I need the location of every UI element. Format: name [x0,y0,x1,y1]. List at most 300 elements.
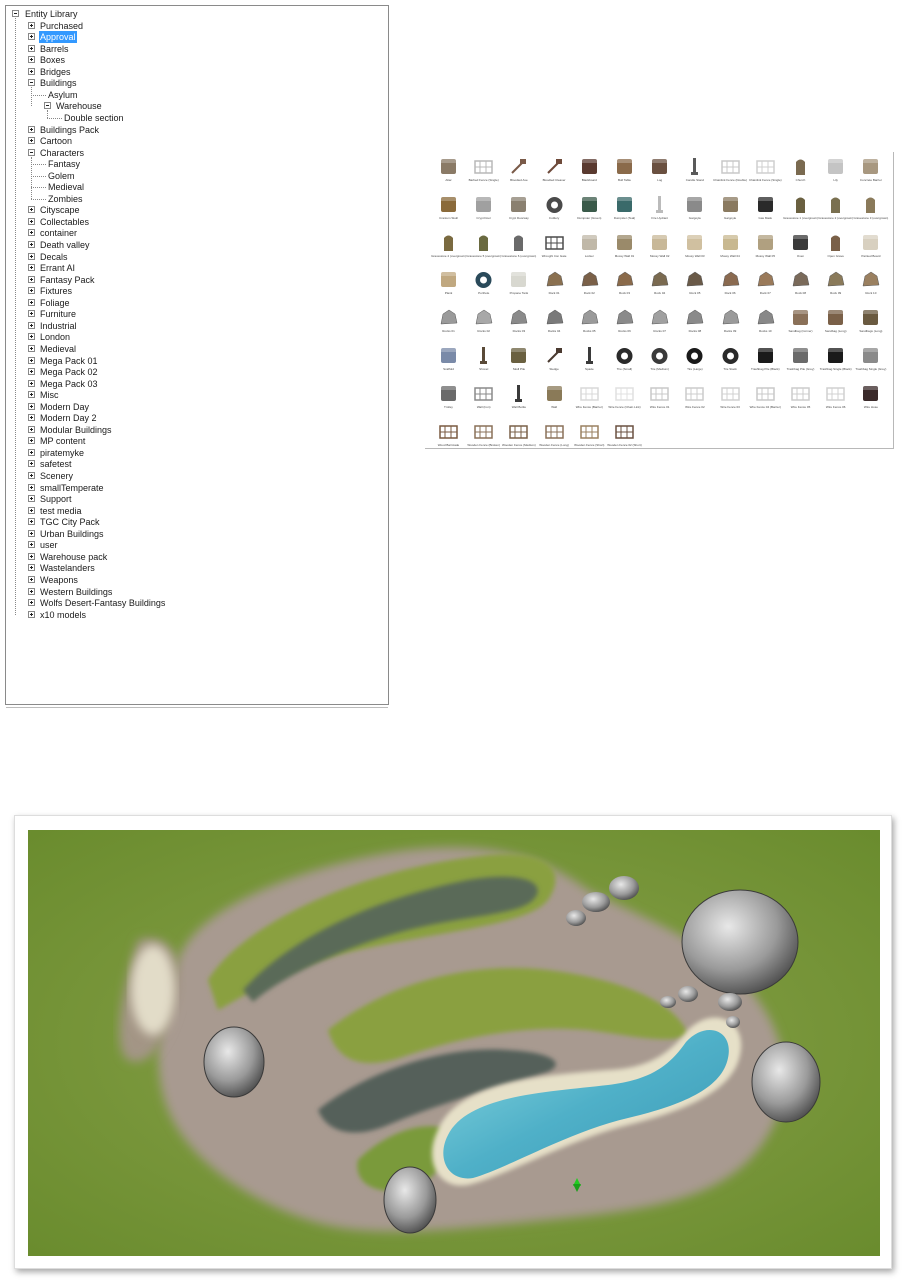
expand-toggle-icon[interactable] [28,22,35,29]
entity-thumbnail-label: Wrought Iron Gate [541,253,567,258]
gate-icon [544,232,565,253]
entity-thumbnail[interactable] [818,345,853,381]
expand-toggle-icon[interactable] [28,310,35,317]
entity-thumbnail-label: Wall (Iron) [476,404,491,409]
entity-thumbnail[interactable] [748,194,783,230]
candle-icon [684,156,705,177]
entity-thumbnail[interactable] [572,383,607,419]
entity-thumbnail[interactable] [783,345,818,381]
expand-toggle-icon[interactable] [28,68,35,75]
entity-thumbnail-label: Wooden Fence (Short) [574,442,605,447]
tree-item-label: Boxes [40,55,66,66]
table-icon [614,156,635,177]
entity-thumbnail[interactable] [607,307,642,343]
entity-thumbnail-label: Rock 04 [654,291,666,296]
entity-thumbnail[interactable] [431,307,466,343]
entity-thumbnail-label: Chainlink Fence (Single) [748,178,782,182]
entity-thumbnail-label: Trashbag Pile (Grey) [786,367,815,371]
church-icon [790,156,811,177]
entity-thumbnail[interactable] [818,307,853,343]
expand-toggle-icon[interactable] [28,553,35,560]
entity-thumbnail-label: Rocks 10 [759,329,772,334]
wall-icon [614,232,635,253]
entity-thumbnail-label: Skull Pile [512,367,526,371]
expand-toggle-icon[interactable] [28,507,35,514]
tree-item-label: Weapons [40,574,78,585]
entity-thumbnail-label: Candle Stand [685,178,704,182]
entity-thumbnail-label: Rock 02 [583,291,595,296]
entity-thumbnail[interactable] [607,156,642,192]
tree-item-label: Fantasy [48,159,81,170]
entity-thumbnail-label: Gravestone 1 (overgrown) [783,215,818,220]
tree-item-label: Fixtures [40,286,73,297]
tree-item-label: Warehouse pack [40,551,108,562]
entity-thumbnail[interactable] [713,345,748,381]
fence-icon [649,383,670,404]
entity-thumbnail[interactable] [537,307,572,343]
entity-thumbnail[interactable] [572,345,607,381]
entity-thumbnail[interactable] [572,194,607,230]
entity-thumbnail[interactable] [537,232,572,268]
expand-toggle-icon[interactable] [28,333,35,340]
expand-toggle-icon[interactable] [28,380,35,387]
tire-icon [720,345,741,366]
entity-thumbnail[interactable] [818,269,853,305]
entity-thumbnail[interactable] [431,156,466,192]
wall-icon [544,383,565,404]
entity-thumbnail[interactable] [501,156,536,192]
trashbag-icon [825,345,846,366]
wall-icon [684,232,705,253]
entity-thumbnail[interactable] [818,232,853,268]
entity-thumbnail[interactable] [642,345,677,381]
entity-thumbnail[interactable] [748,383,783,419]
tree-item-label: Bridges [40,66,71,77]
expand-toggle-icon[interactable] [28,588,35,595]
entity-thumbnail[interactable] [748,156,783,192]
doorway-icon [508,194,529,215]
entity-thumbnail[interactable] [431,194,466,230]
tree-item-label: container [40,228,78,239]
rock-icon [473,307,494,328]
tank-icon [508,269,529,290]
tree-guide-line [31,164,46,165]
expand-toggle-icon[interactable] [28,403,35,410]
entity-thumbnail-label: Gas Mask [758,215,773,220]
entity-thumbnail[interactable] [431,383,466,419]
entity-thumbnail-label: Wire Fence 06 [825,404,846,409]
tree-item-label: Errant AI [40,263,76,274]
entity-thumbnail[interactable] [501,194,536,230]
tree-guide-line [31,187,46,188]
rock-icon [790,269,811,290]
tire-icon [614,345,635,366]
entity-thumbnail-label: Trashbag Pile (Black) [751,367,780,371]
entity-thumbnail[interactable] [677,269,712,305]
expand-toggle-icon[interactable] [28,484,35,491]
entity-thumbnail[interactable] [466,383,501,419]
entity-thumbnail[interactable] [501,421,536,457]
spade-icon [579,345,600,366]
tree-guide-line [31,199,46,200]
entity-thumbnail-label: Lily [833,178,838,182]
tree-item-label: Urban Buildings [40,528,104,539]
entity-thumbnail[interactable] [642,307,677,343]
entity-thumbnail[interactable] [466,345,501,381]
entity-thumbnail[interactable] [607,194,642,230]
fence-icon [755,383,776,404]
entity-thumbnail-label: Gravestone 4 (overgrown) [431,253,466,258]
entity-thumbnail[interactable] [607,269,642,305]
collapse-toggle-icon[interactable] [28,79,35,86]
entity-thumbnail-label: Mossy Wall 03 [685,253,705,258]
entity-thumbnail-label: Gravestone 2 (overgrown) [818,215,854,220]
expand-toggle-icon[interactable] [28,472,35,479]
fence-icon [473,156,494,177]
entity-thumbnail-label: Crypt Door [476,215,491,220]
entity-thumbnail[interactable] [783,383,818,419]
tree-item-label: Misc [40,390,59,401]
entity-thumbnail-label: Wooden Fence (Medium) [501,442,536,447]
expand-toggle-icon[interactable] [28,229,35,236]
entity-thumbnail[interactable] [677,156,712,192]
entity-thumbnail-label: Spade [584,367,594,371]
entity-thumbnail[interactable] [501,345,536,381]
expand-toggle-icon[interactable] [28,56,35,63]
expand-toggle-icon[interactable] [28,437,35,444]
entity-thumbnail[interactable] [466,269,501,305]
entity-thumbnail[interactable] [466,232,501,268]
entity-thumbnail[interactable] [783,232,818,268]
entity-thumbnail[interactable] [572,421,607,457]
tree-guide-line [47,118,62,119]
expand-toggle-icon[interactable] [28,322,35,329]
entity-thumbnail[interactable] [466,307,501,343]
expand-toggle-icon[interactable] [28,518,35,525]
trolley-icon [438,383,459,404]
entity-thumbnail[interactable] [853,269,888,305]
expand-toggle-icon[interactable] [28,357,35,364]
grave-icon [860,194,881,215]
wall-icon [720,232,741,253]
entity-thumbnail[interactable] [431,421,466,457]
entity-thumbnail-label: Rock 10 [865,291,877,296]
entity-library-tree-panel[interactable] [5,5,389,705]
trashbag-icon [860,345,881,366]
shovel-icon [473,345,494,366]
entity-thumbnail-label: Rocks 06 [618,329,631,334]
entity-thumbnail[interactable] [572,156,607,192]
entity-thumbnail[interactable] [607,383,642,419]
expand-toggle-icon[interactable] [28,611,35,618]
entity-thumbnail-label: Wire Fence 02 [685,404,705,409]
entity-thumbnail-label: Rocks 05 [583,329,596,334]
entity-thumbnail[interactable] [783,307,818,343]
entity-thumbnail-label: Painted Board [861,253,881,258]
expand-toggle-icon[interactable] [28,299,35,306]
expand-toggle-icon[interactable] [28,460,35,467]
rock-icon [825,269,846,290]
tree-item-label: Support [40,494,72,505]
rock-icon [579,307,600,328]
expand-toggle-icon[interactable] [28,530,35,537]
entity-thumbnail[interactable] [572,269,607,305]
entity-thumbnail[interactable] [607,232,642,268]
expand-toggle-icon[interactable] [28,126,35,133]
expand-toggle-icon[interactable] [28,45,35,52]
collapse-toggle-icon[interactable] [12,10,19,17]
spool-icon [860,383,881,404]
entity-thumbnail[interactable] [677,194,712,230]
entity-thumbnail[interactable] [607,345,642,381]
entity-thumbnail[interactable] [642,232,677,268]
tree-item-label: Modern Day 2 [40,413,97,424]
grave-icon [438,232,459,253]
entity-thumbnail[interactable] [537,345,572,381]
tree-item-label: safetest [40,459,72,470]
rock-icon [684,307,705,328]
tree-item-label: Zombies [48,193,83,204]
expand-toggle-icon[interactable] [28,264,35,271]
entity-thumbnail-label: Rock 08 [794,291,806,296]
gate-icon [473,383,494,404]
mask-icon [755,194,776,215]
entity-thumbnail[interactable] [853,194,888,230]
entity-thumbnail-label: Sandbag (Long) [824,329,847,334]
entity-thumbnail-label: Cranium Skull [439,215,458,220]
entity-thumbnail-label: Cuttlery [548,215,560,220]
entity-thumbnail-label: Rocks 03 [512,329,526,334]
expand-toggle-icon[interactable] [28,218,35,225]
terrain-preview[interactable] [28,830,880,1256]
entity-thumbnail[interactable] [537,421,572,457]
tree-item-label: piratemyke [40,447,85,458]
grave-icon [790,194,811,215]
tire-icon [684,345,705,366]
expand-toggle-icon[interactable] [28,541,35,548]
entity-thumbnail[interactable] [853,383,888,419]
expand-toggle-icon[interactable] [28,391,35,398]
fence-icon [508,421,529,442]
rock-icon [508,307,529,328]
entity-thumbnail[interactable] [713,194,748,230]
entity-thumbnail[interactable] [818,383,853,419]
entity-thumbnail-label: Crypt Doorway [508,215,529,220]
entity-thumbnail[interactable] [748,307,783,343]
entity-thumbnail-label: Wire Fence (Chain Link) [608,404,641,409]
entity-thumbnail[interactable] [607,421,642,457]
skull-icon [438,194,459,215]
entity-thumbnail-label: Gargoyle [688,215,701,220]
expand-toggle-icon[interactable] [28,564,35,571]
entity-thumbnail[interactable] [501,307,536,343]
expand-toggle-icon[interactable] [28,241,35,248]
entity-thumbnail-label: Wire Fence 05 [790,404,811,409]
tree-guide-line [47,110,48,118]
entity-thumbnail[interactable] [713,232,748,268]
tree-item-label: Furniture [40,309,77,320]
rock-icon [684,269,705,290]
entity-thumbnail[interactable] [501,232,536,268]
boulder-south [384,1167,436,1233]
entity-thumbnail[interactable] [748,269,783,305]
entity-thumbnail-label: Sandbags (Long) [859,329,883,334]
entity-thumbnail-label: Mossy Wall 01 [614,253,635,258]
tree-item-label: Medieval [40,343,77,354]
entity-thumbnail[interactable] [853,232,888,268]
door-icon [473,194,494,215]
entity-thumbnail[interactable] [466,156,501,192]
entity-thumbnail[interactable] [853,156,888,192]
rock-icon [614,269,635,290]
expand-toggle-icon[interactable] [28,287,35,294]
entity-thumbnail[interactable] [677,383,712,419]
entity-thumbnail-label: Gargoyle [724,215,737,220]
tree-item-label: Death valley [40,240,90,250]
tree-item-label: Warehouse [56,101,102,112]
tree-item-label: Mega Pack 01 [40,355,98,366]
entity-thumbnail-label: Log [657,178,663,182]
entity-thumbnail[interactable] [537,156,572,192]
tree-item-label: Decals [40,251,68,262]
entity-thumbnail-label: Rock 09 [830,291,842,296]
entity-thumbnail[interactable] [642,194,677,230]
entity-thumbnail[interactable] [713,156,748,192]
sandbag-icon [860,307,881,328]
entity-thumbnail[interactable] [853,307,888,343]
entity-thumbnail-label: Blackboard [581,178,597,182]
rock-icon [755,269,776,290]
entity-thumbnail-label: Concrete Barrier [859,178,882,182]
tree-item-label: Collectables [40,216,90,227]
entity-thumbnail[interactable] [677,307,712,343]
sandbag-icon [825,307,846,328]
entity-thumbnail[interactable] [748,232,783,268]
entity-thumbnail[interactable] [713,307,748,343]
tree-item-label: TGC City Pack [40,517,100,528]
expand-toggle-icon[interactable] [28,33,35,40]
entity-thumbnail-label: Wooden Fence 02 (Short) [607,442,642,447]
entity-thumbnail[interactable] [466,194,501,230]
entity-thumbnail[interactable] [783,156,818,192]
expand-toggle-icon[interactable] [28,345,35,352]
lily-icon [825,156,846,177]
expand-toggle-icon[interactable] [28,253,35,260]
fence-icon [720,156,741,177]
expand-toggle-icon[interactable] [28,368,35,375]
entity-thumbnail[interactable] [713,269,748,305]
entity-thumbnail[interactable] [677,345,712,381]
expand-toggle-icon[interactable] [28,137,35,144]
grave-icon [825,194,846,215]
rock-small-1 [609,876,639,900]
entity-thumbnail[interactable] [537,269,572,305]
entity-thumbnail-label: Bloodied Cleaver [542,178,566,182]
fence-icon [544,421,565,442]
entity-thumbnail[interactable] [818,194,853,230]
entity-thumbnail-label: Locker [584,253,594,258]
entity-thumbnail-label: Tire Stack [723,367,737,371]
fence-icon [473,421,494,442]
fence-icon [720,383,741,404]
entity-thumbnail[interactable] [642,269,677,305]
skull-icon [508,345,529,366]
collapse-toggle-icon[interactable] [28,149,35,156]
collapse-toggle-icon[interactable] [44,102,51,109]
entity-thumbnail-label: Tire (Small) [616,367,633,371]
entity-thumbnail[interactable] [677,232,712,268]
entity-thumbnail-label: Tire (Medium) [650,367,669,371]
tree-item-label: Approval [40,32,76,43]
tree-item-label: Double section [64,112,124,123]
barricade-icon [438,421,459,442]
entity-thumbnail-label: Wall Bottle [511,404,526,409]
entity-thumbnail[interactable] [713,383,748,419]
entity-thumbnail-label: Mossy Wall 02 [649,253,670,258]
entity-thumbnail[interactable] [466,421,501,457]
rock-small-2 [582,892,610,912]
entity-thumbnail[interactable] [748,345,783,381]
rock-icon [755,307,776,328]
fence-icon [755,156,776,177]
tree-item-label: Industrial [40,320,77,331]
tree-item-label: Buildings [40,78,77,89]
fence-icon [579,421,600,442]
entity-thumbnail[interactable] [642,383,677,419]
entity-thumbnail-label: Trashbag Single (Grey) [855,367,887,371]
entity-thumbnail[interactable] [572,307,607,343]
entity-thumbnail[interactable] [783,194,818,230]
expand-toggle-icon[interactable] [28,495,35,502]
boulder-west [204,1027,264,1097]
entity-thumbnail[interactable] [537,194,572,230]
rock-icon [720,269,741,290]
fence-icon [614,383,635,404]
expand-toggle-icon[interactable] [28,426,35,433]
expand-toggle-icon[interactable] [28,599,35,606]
entity-thumbnail[interactable] [537,383,572,419]
tree-root-label: Entity Library [25,9,78,19]
entity-thumbnail-label: Wire Hose [863,404,878,409]
entity-thumbnail[interactable] [572,232,607,268]
entity-thumbnail[interactable] [431,232,466,268]
expand-toggle-icon[interactable] [28,276,35,283]
entity-thumbnail-label: Propane Tank [509,291,529,296]
boulder-large [682,890,798,994]
entity-thumbnail[interactable] [818,156,853,192]
entity-thumbnail-label: Rock 06 [724,291,736,296]
expand-toggle-icon[interactable] [28,206,35,213]
entity-thumbnail[interactable] [501,383,536,419]
entity-thumbnail-label: Plank [444,291,453,296]
entity-thumbnail-label: Rocks 08 [688,329,702,334]
trashbag-icon [755,345,776,366]
entity-thumbnail[interactable] [431,345,466,381]
rock-small-5 [660,996,676,1008]
entity-thumbnail[interactable] [642,156,677,192]
entity-thumbnail-label: Altar [445,178,452,182]
entity-thumbnail-label: Wire Fence (Barrier) [575,404,603,409]
porthole-icon [473,269,494,290]
expand-toggle-icon[interactable] [28,414,35,421]
entity-thumbnail[interactable] [783,269,818,305]
entity-thumbnail[interactable] [501,269,536,305]
expand-toggle-icon[interactable] [28,576,35,583]
expand-toggle-icon[interactable] [28,449,35,456]
entity-thumbnail[interactable] [431,269,466,305]
entity-thumbnail[interactable] [853,345,888,381]
gargoyle-icon [720,194,741,215]
